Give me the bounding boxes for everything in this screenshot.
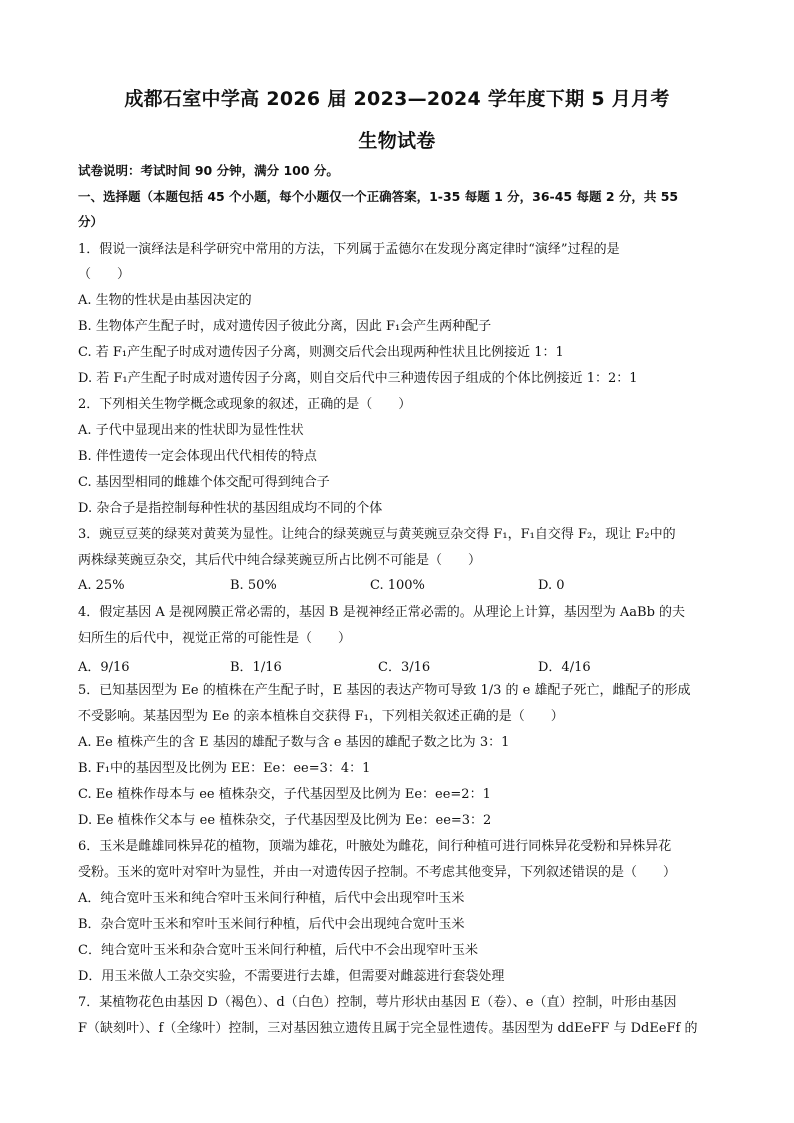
question-6-option-c: C．纯合宽叶玉米和杂合宽叶玉米间行种植，后代中不会出现窄叶玉米 bbox=[78, 943, 478, 958]
question-4-stem-cont: 妇所生的后代中，视觉正常的可能性是（ ） bbox=[78, 631, 352, 646]
question-5-option-a: A. Ee 植株产生的含 E 基因的雄配子数与含 e 基因的雄配子数之比为 3：1 bbox=[78, 735, 510, 750]
exam-instructions: 试卷说明：考试时间 90 分钟，满分 100 分。 bbox=[78, 163, 339, 178]
question-5-option-b: B. F₁中的基因型及比例为 EE：Ee：ee=3：4：1 bbox=[78, 761, 371, 776]
exam-subtitle: 生物试卷 bbox=[358, 130, 436, 152]
question-5-stem: 5．已知基因型为 Ee 的植株在产生配子时，E 基因的表达产物可导致 1/3 的 e 雄配子死亡，雌配子的形成 bbox=[78, 683, 691, 698]
question-4-option-d: D．4/16 bbox=[538, 660, 591, 675]
question-2-option-b: B. 伴性遗传一定会体现出代代相传的特点 bbox=[78, 449, 317, 464]
question-4-option-b: B．1/16 bbox=[230, 660, 282, 675]
section-heading-line1: 一、选择题（本题包括 45 个小题，每个小题仅一个正确答案，1-35 每题 1 分，36-45 每题 2 分，共 55 bbox=[78, 189, 679, 204]
question-3-stem: 3．豌豆豆荚的绿荚对黄荚为显性。让纯合的绿荚豌豆与黄荚豌豆杂交得 F₁，F₁自交得 F₂，现让 F₂中的 bbox=[78, 527, 676, 542]
question-3-stem-cont: 两株绿荚豌豆杂交，其后代中纯合绿荚豌豆所占比例不可能是（ ） bbox=[78, 553, 482, 568]
question-4-option-c: C．3/16 bbox=[378, 660, 431, 675]
question-2-stem: 2．下列相关生物学概念或现象的叙述，正确的是（ ） bbox=[78, 397, 412, 412]
question-3-options bbox=[78, 578, 728, 596]
question-2-option-d: D. 杂合子是指控制每种性状的基因组成均不同的个体 bbox=[78, 501, 383, 516]
section-heading-line2: 分） bbox=[78, 214, 104, 229]
question-3-option-b: B. 50% bbox=[230, 578, 277, 593]
question-6-option-a: A．纯合宽叶玉米和纯合窄叶玉米间行种植，后代中会出现窄叶玉米 bbox=[78, 891, 465, 906]
question-1-stem: 1．假说一演绎法是科学研究中常用的方法，下列属于孟德尔在发现分离定律时“演绎”过程的是 bbox=[78, 242, 620, 257]
question-6-option-d: D．用玉米做人工杂交实验，不需要进行去雄，但需要对雌蕊进行套袋处理 bbox=[78, 969, 505, 984]
question-7-stem: 7．某植物花色由基因 D（褐色）、d（白色）控制，萼片形状由基因 E（卷）、e（直）控制，叶形由基因 bbox=[78, 995, 677, 1010]
question-3-option-d: D. 0 bbox=[538, 578, 565, 593]
question-1-option-c: C. 若 F₁产生配子时成对遗传因子分离，则测交后代会出现两种性状且比例接近 1：1 bbox=[78, 345, 564, 360]
question-6-stem-cont: 受粉。玉米的宽叶对窄叶为显性，并由一对遗传因子控制。不考虑其他变异，下列叙述错误的是（ ） bbox=[78, 865, 677, 880]
question-1-option-b: B. 生物体产生配子时，成对遗传因子彼此分离，因此 F₁会产生两种配子 bbox=[78, 319, 492, 334]
question-1-stem-cont: （ ） bbox=[78, 267, 131, 282]
question-4-stem: 4．假定基因 A 是视网膜正常必需的，基因 B 是视神经正常必需的。从理论上计算，基因型为 AaBb 的夫 bbox=[78, 605, 686, 620]
question-7-stem-cont: F（缺刻叶）、f（全缘叶）控制，三对基因独立遗传且属于完全显性遗传。基因型为 ddEeFF 与 DdEeFf 的 bbox=[78, 1021, 698, 1036]
question-6-option-b: B．杂合宽叶玉米和窄叶玉米间行种植，后代中会出现纯合宽叶玉米 bbox=[78, 917, 465, 932]
question-4-option-a: A．9/16 bbox=[78, 660, 130, 675]
exam-title: 成都石室中学高 2026 届 2023—2024 学年度下期 5 月月考 bbox=[124, 88, 670, 110]
question-3-option-c: C. 100% bbox=[370, 578, 425, 593]
question-2-option-c: C. 基因型相同的雌雄个体交配可得到纯合子 bbox=[78, 475, 330, 490]
question-1-option-d: D. 若 F₁产生配子时成对遗传因子分离，则自交后代中三种遗传因子组成的个体比例接近 1：2：1 bbox=[78, 371, 638, 386]
question-5-option-d: D. Ee 植株作父本与 ee 植株杂交，子代基因型及比例为 Ee：ee=3：2 bbox=[78, 813, 492, 828]
question-2-option-a: A. 子代中显现出来的性状即为显性性状 bbox=[78, 423, 304, 438]
question-5-option-c: C. Ee 植株作母本与 ee 植株杂交，子代基因型及比例为 Ee：ee=2：1 bbox=[78, 787, 491, 802]
question-5-stem-cont: 不受影响。某基因型为 Ee 的亲本植株自交获得 F₁，下列相关叙述正确的是（ ） bbox=[78, 709, 564, 724]
question-4-options bbox=[78, 656, 728, 674]
question-1-option-a: A. 生物的性状是由基因决定的 bbox=[78, 293, 252, 308]
question-6-stem: 6．玉米是雌雄同株异花的植物，顶端为雄花，叶腋处为雌花，间行种植可进行同株异花受粉和异株异花 bbox=[78, 839, 672, 854]
question-3-option-a: A. 25% bbox=[78, 578, 125, 593]
